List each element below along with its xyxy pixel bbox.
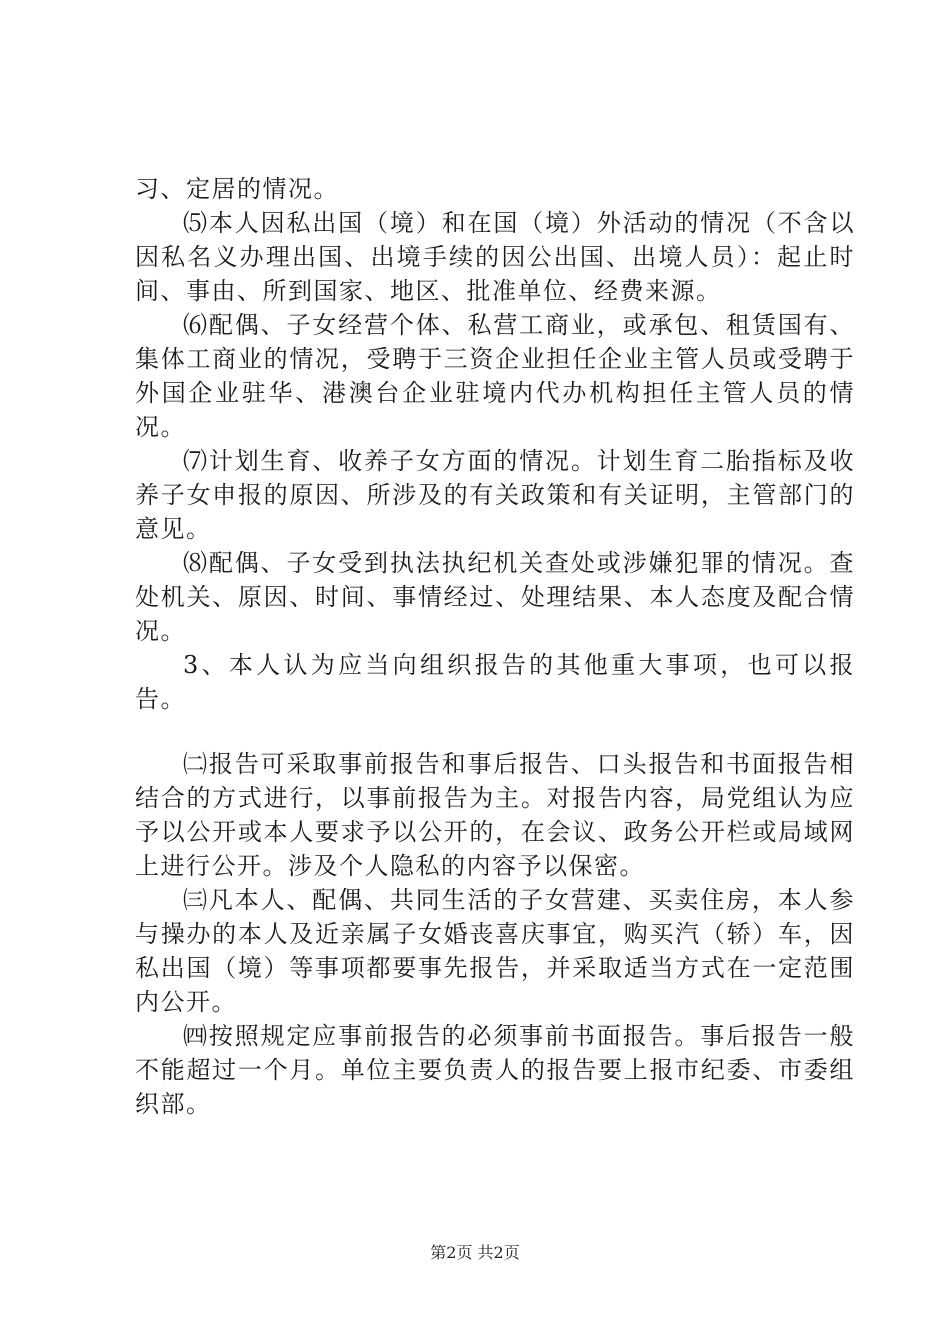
paragraph-part-2: ㈡报告可采取事前报告和事后报告、口头报告和书面报告相结合的方式进行，以事前报告为主。对报告内容，局党组认为应予以公开或本人要求予以公开的，在会议、政务公开栏或局域网上进行公开。涉及个人隐私的内容予以保密。	[135, 750, 855, 880]
paragraph-item-5: ⑸本人因私出国（境）和在国（境）外活动的情况（不含以因私名义办理出国、出境手续的因公出国、出境人员）：起止时间、事由、所到国家、地区、批准单位、经费来源。	[135, 209, 855, 305]
paragraph-item-7: ⑺计划生育、收养子女方面的情况。计划生育二胎指标及收养子女申报的原因、所涉及的有关政策和有关证明，主管部门的意见。	[135, 447, 855, 543]
page-number-label: 第2页 共2页	[430, 1243, 520, 1262]
document-body	[135, 172, 855, 1121]
paragraph-item-6: ⑹配偶、子女经营个体、私营工商业，或承包、租赁国有、集体工商业的情况，受聘于三资企业担任企业主管人员或受聘于外国企业驻华、港澳台企业驻境内代办机构担任主管人员的情况。	[135, 311, 855, 441]
paragraph-part-3: ㈢凡本人、配偶、共同生活的子女营建、买卖住房，本人参与操办的本人及近亲属子女婚丧喜庆事宜，购买汽（轿）车，因私出国（境）等事项都要事先报告，并采取适当方式在一定范围内公开。	[135, 886, 855, 1016]
paragraph-section-3: 3、本人认为应当向组织报告的其他重大事项，也可以报告。	[135, 651, 855, 713]
paragraph-part-4: ㈣按照规定应事前报告的必须事前书面报告。事后报告一般不能超过一个月。单位主要负责人的报告要上报市纪委、市委组织部。	[135, 1022, 855, 1118]
paragraph-item-8: ⑻配偶、子女受到执法执纪机关查处或涉嫌犯罪的情况。查处机关、原因、时间、事情经过、处理结果、本人态度及配合情况。	[135, 549, 855, 645]
paragraph-continuation: 习、定居的情况。	[135, 175, 339, 203]
page-footer	[0, 1243, 950, 1263]
